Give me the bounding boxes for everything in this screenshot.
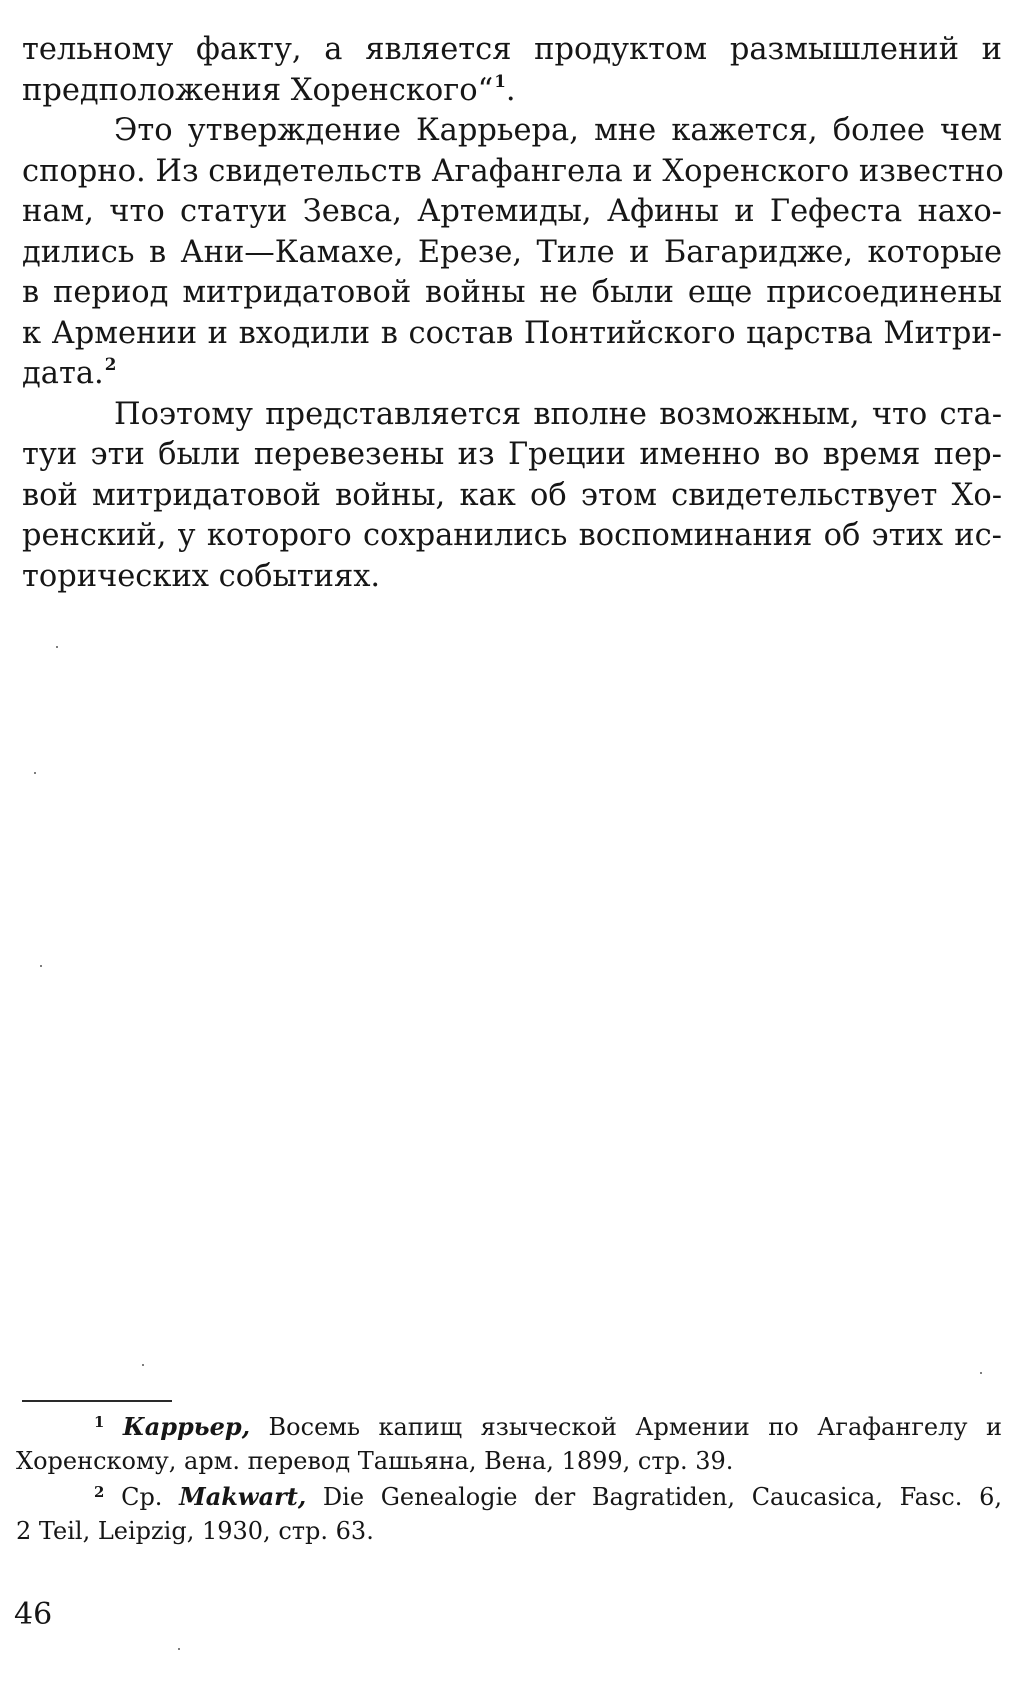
text-line — [22, 395, 1002, 436]
text-line: дились в Ани—Камахе, Ерезе, Тиле и Багаридже, которые — [22, 234, 1002, 270]
text-line-content: предположения Хоренского“ — [22, 72, 494, 108]
main-text — [22, 30, 1002, 597]
footnote-line: 2 Teil, Leipzig, 1930, стр. 63. — [16, 1517, 374, 1545]
footnote-2 — [16, 1480, 1002, 1548]
page-number: 46 — [14, 1597, 53, 1632]
footnote-line — [16, 1410, 1002, 1444]
text-line: тельному факту, а является продуктом размышлений и — [22, 32, 1002, 67]
text-line: к Армении и входили в состав Понтийского царства Митри- — [22, 315, 1002, 351]
text-line: туи эти были перевезены из Греции именно во время пер- — [22, 437, 1002, 472]
text-line: вой митридатовой войны, как об этом свидетельствует Хо- — [22, 477, 1002, 513]
footnote-reference: 1 — [494, 70, 506, 91]
text-line — [22, 354, 1002, 395]
footnote-number: 1 — [94, 1412, 105, 1431]
footnote-line: Хоренскому, арм. перевод Ташьяна, Вена, 1899, стр. 39. — [16, 1447, 734, 1475]
footnote-1 — [16, 1410, 1002, 1478]
text-line — [22, 71, 1002, 112]
text-line: торических событиях. — [22, 558, 381, 594]
scan-speck — [178, 1648, 180, 1650]
footnote-number: 2 — [94, 1482, 105, 1501]
footnote-author: Makwart, — [179, 1482, 307, 1511]
text-line: спорно. Из свидетельств Агафангела и Хоренского известно — [22, 153, 1004, 189]
text-line — [22, 111, 1002, 152]
footnote-reference: 2 — [104, 354, 117, 375]
footnote-text: Восемь капищ языческой Армении по Агафангелу и — [268, 1413, 1002, 1441]
paragraph-2 — [22, 111, 1002, 395]
footnote-line — [16, 1480, 1002, 1514]
text-line: нам, что статуи Зевса, Артемиды, Афины и Гефеста нахо- — [22, 194, 1002, 229]
paragraph-1 — [22, 30, 1002, 111]
footnotes — [16, 1410, 1002, 1550]
text-line-end: . — [505, 72, 516, 108]
paragraph-3 — [22, 395, 1002, 598]
footnote-separator — [22, 1400, 172, 1402]
text-line: ренский, у которого сохранились воспоминания об этих ис- — [22, 518, 1002, 553]
scan-speck — [142, 1364, 144, 1366]
scan-speck — [34, 772, 36, 774]
scan-speck — [40, 965, 42, 967]
scan-speck — [980, 1372, 982, 1374]
footnote-author: Каррьер, — [122, 1412, 251, 1441]
footnote-text: Die Genealogie der Bagratiden, Caucasica, Fasc. 6, — [322, 1483, 1002, 1511]
text-line-content: Это утверждение Каррьера, мне кажется, более чем — [114, 113, 1002, 148]
text-line-content: Поэтому представляется вполне возможным, что ста- — [114, 396, 1002, 432]
text-line: в период митридатовой войны не были еще присоединены — [22, 275, 1002, 310]
footnote-prefix: Ср. — [121, 1483, 163, 1511]
scan-speck — [56, 646, 58, 648]
text-line-content: дата. — [22, 356, 104, 391]
